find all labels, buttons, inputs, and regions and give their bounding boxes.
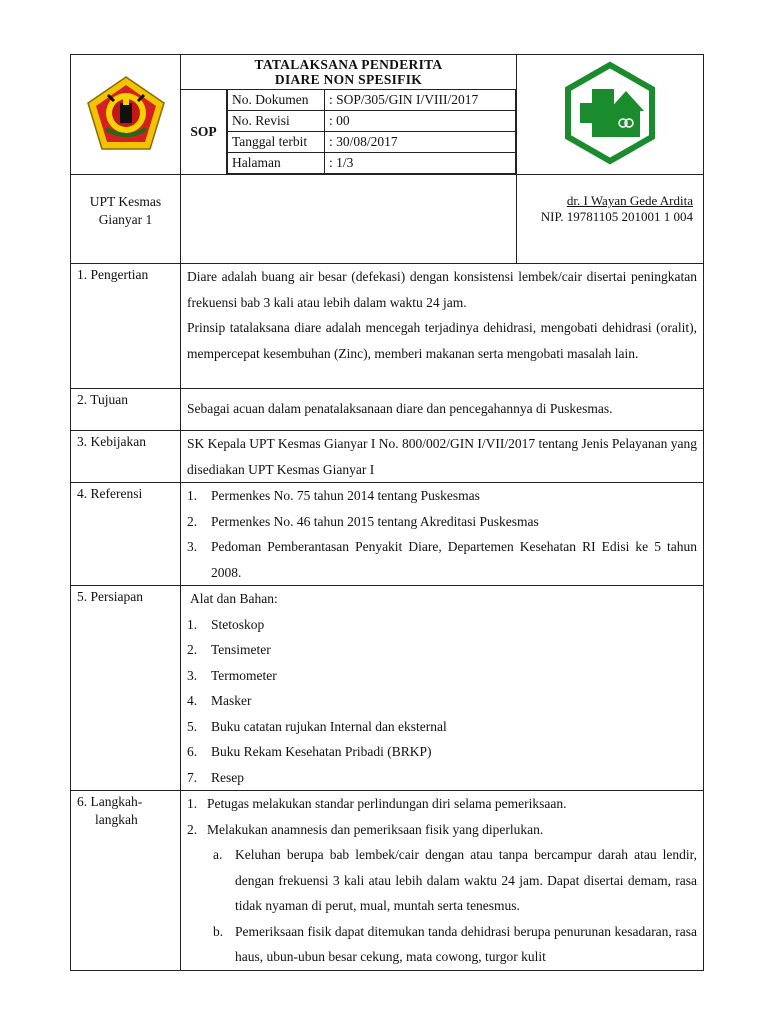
pengertian-paragraph-2: Prinsip tatalaksana diare adalah mencegah terjadinya dehidrasi, mengobati dehidrasi (oralit), mempercepat kesembuhan (Zinc), memberi makanan serta mengobati masalah lain.	[187, 320, 698, 361]
persiapan-intro: Alat dan Bahan:	[190, 591, 278, 606]
langkah-label-line-2: langkah	[95, 812, 138, 827]
info-key: Halaman	[228, 153, 325, 174]
list-item: 2. Melakukan anamnesis dan pemeriksaan fisik yang diperlukan.	[187, 821, 544, 837]
referensi-list	[187, 483, 697, 585]
info-row-tanggal	[228, 132, 516, 153]
section-body-pengertian	[181, 264, 704, 389]
info-row-dokumen	[228, 90, 516, 111]
sop-document	[70, 54, 703, 971]
puskesmas-logo-cell	[517, 55, 704, 175]
section-label-tujuan: 2. Tujuan	[71, 389, 181, 431]
signature-block	[517, 175, 704, 264]
section-body-langkah	[181, 791, 704, 971]
list-item: 1. Petugas melakukan standar perlindungan diri selama pemeriksaan.	[187, 796, 567, 811]
section-label-pengertian: 1. Pengertian	[71, 264, 181, 389]
section-body-referensi	[181, 483, 704, 586]
title-line-1: TATALAKSANA PENDERITA	[254, 57, 443, 72]
list-item: a. Keluhan berupa bab lembek/cair dengan atau tanpa bercampur darah atau lendir, dengan frekuensi 3 kali atau lebih dalam waktu 24 jam. Dapat disertai demam, rasa tidak nyaman di perut, mual, muntah serta tenesmus.	[213, 847, 698, 913]
signer-nip: NIP. 19781105 201001 1 004	[540, 209, 694, 224]
info-value: : SOP/305/GIN I/VIII/2017	[325, 90, 516, 111]
langkah-list	[187, 791, 697, 842]
list-item: b. Pemeriksaan fisik dapat ditemukan tanda dehidrasi berupa penurunan kesadaran, rasa haus, ubun-ubun besar cekung, mata cowong, turgor kulit	[213, 923, 698, 964]
info-value: : 00	[325, 111, 516, 132]
langkah-label-line-1: 6. Langkah-	[77, 794, 143, 809]
info-row-halaman	[228, 153, 516, 174]
list-item: 1. Permenkes No. 75 tahun 2014 tentang Puskesmas	[187, 488, 480, 503]
list-item: 7. Resep	[187, 769, 244, 785]
document-title	[181, 55, 517, 90]
puskesmas-logo-icon	[558, 61, 662, 165]
organization-name	[71, 175, 181, 264]
list-item: 1. Stetoskop	[187, 616, 265, 632]
persiapan-list	[187, 612, 697, 791]
info-row-revisi	[228, 111, 516, 132]
regency-logo-cell	[71, 55, 181, 175]
list-item: 4. Masker	[187, 693, 252, 708]
pengertian-paragraph-1: Diare adalah buang air besar (defekasi) dengan konsistensi lembek/cair disertai peningkatan frekuensi bab 3 kali atau lebih dalam waktu 24 jam.	[187, 269, 698, 310]
section-label-kebijakan: 3. Kebijakan	[71, 431, 181, 483]
signer-name: dr. I Wayan Gede Ardita	[566, 193, 694, 208]
list-item: 2. Tensimeter	[187, 642, 271, 657]
sop-label: SOP	[181, 90, 227, 175]
tujuan-text: Sebagai acuan dalam penatalaksanaan diare dan pencegahannya di Puskesmas.	[187, 401, 613, 416]
blank-cell	[181, 175, 517, 264]
section-label-referensi: 4. Referensi	[71, 483, 181, 586]
list-item: 2. Permenkes No. 46 tahun 2015 tentang Akreditasi Puskesmas	[187, 513, 539, 529]
section-label-persiapan: 5. Persiapan	[71, 586, 181, 791]
list-item: 3. Pedoman Pemberantasan Penyakit Diare, Departemen Kesehatan RI Edisi ke 5 tahun 2008.	[187, 539, 698, 580]
info-key: No. Dokumen	[228, 90, 325, 111]
list-item: 6. Buku Rekam Kesehatan Pribadi (BRKP)	[187, 744, 432, 759]
info-key: Tanggal terbit	[228, 132, 325, 153]
langkah-sub-list	[187, 842, 697, 970]
list-item: 3. Termometer	[187, 667, 277, 683]
info-value: : 1/3	[325, 153, 516, 174]
sop-table	[70, 54, 704, 971]
document-info	[227, 90, 517, 175]
info-key: No. Revisi	[228, 111, 325, 132]
org-line-1: UPT Kesmas	[89, 194, 162, 209]
list-item: 5. Buku catatan rujukan Internal dan eksternal	[187, 718, 447, 734]
kebijakan-text: SK Kepala UPT Kesmas Gianyar I No. 800/002/GIN I/VII/2017 tentang Jenis Pelayanan yang disediakan UPT Kesmas Gianyar I	[187, 436, 698, 477]
section-body-kebijakan	[181, 431, 704, 483]
gianyar-regency-logo-icon	[84, 73, 168, 153]
section-body-tujuan	[181, 389, 704, 431]
title-line-2: DIARE NON SPESIFIK	[274, 72, 423, 87]
section-body-persiapan	[181, 586, 704, 791]
section-label-langkah	[71, 791, 181, 971]
info-value: : 30/08/2017	[325, 132, 516, 153]
org-line-2: Gianyar 1	[98, 212, 153, 227]
